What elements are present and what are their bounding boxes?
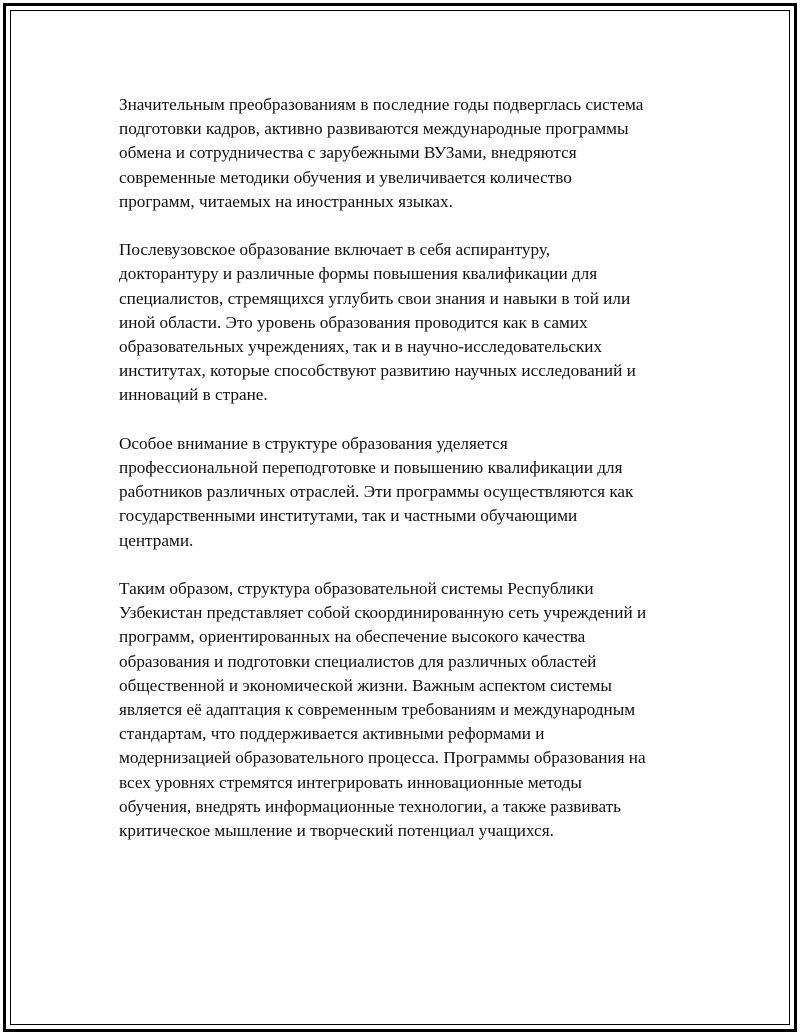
- paragraph-1: Значительным преобразованиям в последние годы подверглась система подготовки кадров, активно развиваются международные программы обмена и сотрудничества с зарубежными ВУЗами, внедряются современные методики обучения и увеличивается количество программ, читаемых на иностранных языках.: [119, 95, 644, 211]
- document-body: [119, 93, 699, 843]
- paragraph-3: Особое внимание в структуре образования уделяется профессиональной переподготовке и повышению квалификации для работников различных отраслей. Эти программы осуществляются как государственными институтами, так и частными обучающими центрами.: [119, 433, 634, 550]
- paragraph-4: Таким образом, структура образовательной системы Республики Узбекистан представляет собой скоординированную сеть учреждений и программ, ориентированных на обеспечение высокого качества образования и подготовки специалистов для различных областей общественной и экономической жизни. Важным аспектом системы является её адаптация к современным требованиям и международным стандартам, что поддерживается активными реформами и модернизацией образовательного процесса. Программы образования на всех уровнях стремятся интегрировать инновационные методы обучения, внедрять информационные технологии, а также развивать критическое мышление и творческий потенциал учащихся.: [119, 579, 647, 841]
- paragraph-2: Послевузовское образование включает в себя аспирантуру, докторантуру и различные формы повышения квалификации для специалистов, стремящихся углубить свои знания и навыки в той или иной области. Это уровень образования проводится как в самих образовательных учреждениях, так и в научно-исследовательских институтах, которые способствуют развитию научных исследований и инноваций в стране.: [119, 240, 636, 405]
